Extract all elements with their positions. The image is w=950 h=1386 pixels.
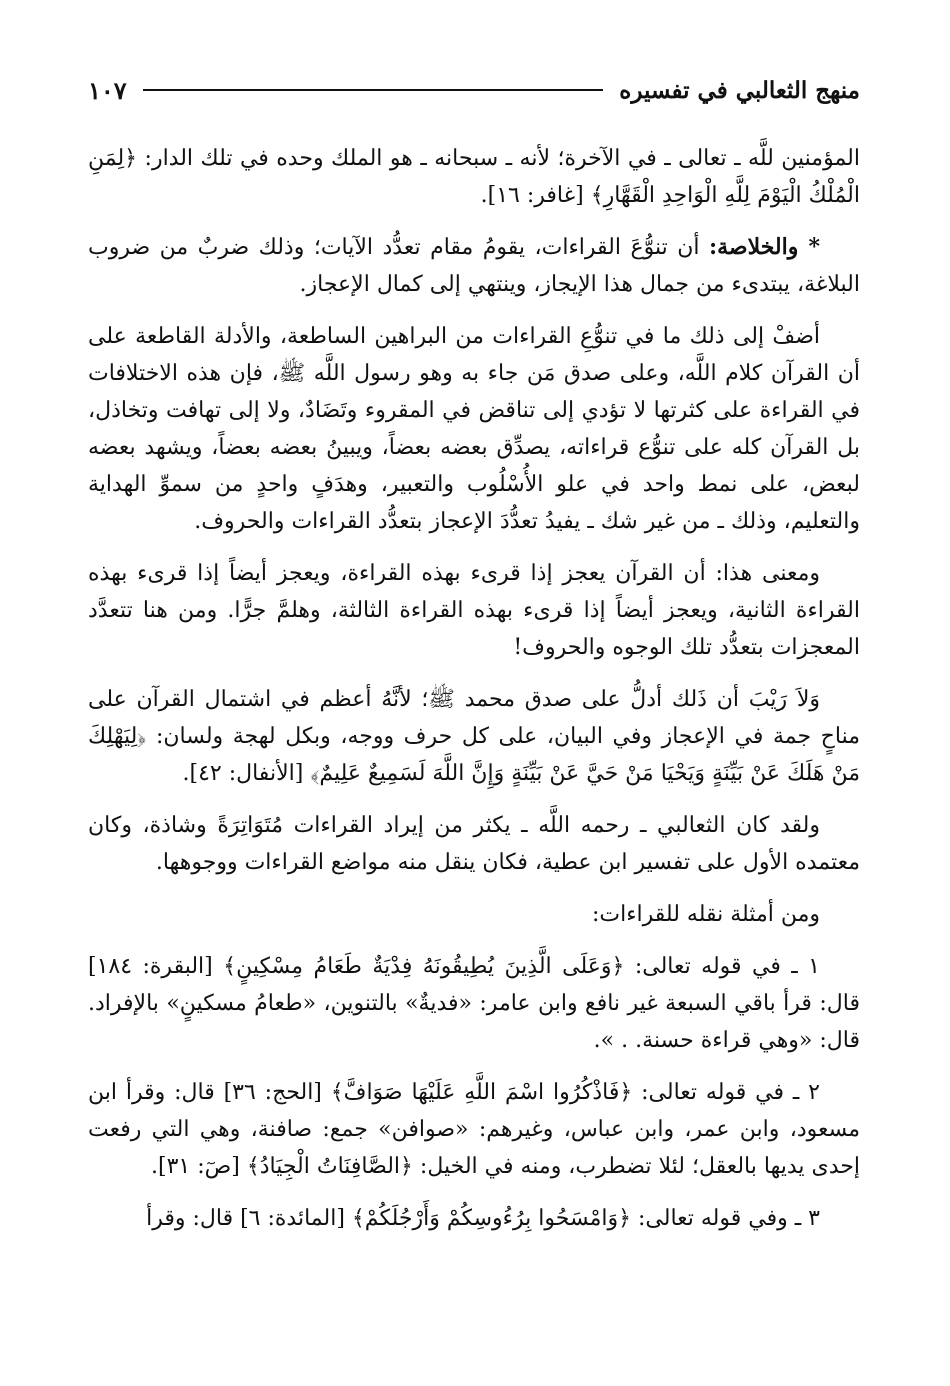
header-rule: [143, 89, 604, 91]
example-item: [88, 1200, 860, 1237]
paragraph-text: وَلاَ رَيْبَ أن ذَلك أدلُّ على صدق محمد ﷺ؛ لأنَّهُ أعظم في اشتمال القرآن على مناحٍ جمة في الإعجاز وفي البيان، على كل حرف ووجه، وبكل لهجة ولسان: ﴿لِيَهْلِكَ مَنْ هَلَكَ عَنْ بَيِّنَةٍ وَيَحْيَا مَنْ حَيَّ عَنْ بَيِّنَةٍ وَإِنَّ اللَّهَ لَسَمِيعٌ عَلِيمٌ﴾ [الأنفال: ٤٢].: [88, 687, 860, 786]
paragraph-continuation: [88, 140, 860, 214]
running-header: [88, 72, 860, 108]
paragraph: [88, 807, 860, 881]
paragraph-text: ٣ ـ وفي قوله تعالى: ﴿وَامْسَحُوا بِرُءُوسِكُمْ وَأَرْجُلَكُمْ﴾ [المائدة: ٦] قال: وقرأ: [146, 1206, 820, 1231]
paragraph-text: ٢ ـ في قوله تعالى: ﴿فَاذْكُرُوا اسْمَ اللَّهِ عَلَيْهَا صَوَافَّ﴾ [الحج: ٣٦] قال: وقرأ ابن مسعود، وابن عمر، وابن عباس، وغيرهم: «صوافن» جمع: صافنة، وهي التي رفعت إحدى يديها بالعقل؛ لئلا تضطرب، ومنه في الخيل: ﴿الصَّافِنَاتُ الْجِيَادُ﴾ [صٓ: ٣١].: [88, 1080, 860, 1179]
header-title: منهج الثعالبي في تفسيره: [619, 76, 860, 104]
summary-lead: * والخلاصة:: [708, 234, 821, 260]
paragraph: [88, 681, 860, 792]
paragraph-summary: [88, 229, 860, 303]
paragraph: [88, 555, 860, 666]
paragraph-text: ١ ـ في قوله تعالى: ﴿وَعَلَى الَّذِينَ يُطِيقُونَهُ فِدْيَةٌ طَعَامُ مِسْكِينٍ﴾ [البقرة: ١٨٤] قال: قرأ باقي السبعة غير نافع وابن عامر: «فديةٌ» بالتنوين، «طعامُ مسكينٍ» بالإفراد. قال: «وهي قراءة حسنة. . ».: [88, 954, 860, 1053]
example-item: [88, 1074, 860, 1185]
page-number: ١٠٧: [88, 75, 127, 105]
paragraph-text: ومن أمثلة نقله للقراءات:: [591, 902, 820, 927]
body-text: [88, 140, 860, 1252]
paragraph-text: ومعنى هذا: أن القرآن يعجز إذا قرىء بهذه القراءة، ويعجز أيضاً إذا قرىء بهذه القراءة الثانية، ويعجز أيضاً إذا قرىء بهذه القراءة الثالثة، وهلمَّ جرًّا. ومن هنا تتعدَّد المعجزات بتعدُّد تلك الوجوه والحروف!: [88, 561, 860, 660]
paragraph-text: ولقد كان الثعالبي ـ رحمه اللَّه ـ يكثر من إيراد القراءات مُتَوَاتِرَةً وشاذة، وكان معتمده الأول على تفسير ابن عطية، فكان ينقل منه مواضع القراءات ووجوهها.: [88, 813, 860, 875]
paragraph: [88, 318, 860, 540]
paragraph-text: أضفْ إلى ذلك ما في تنوُّعِ القراءات من البراهين الساطعة، والأدلة القاطعة على أن القرآن كلام اللَّه، وعلى صدق مَن جاء به وهو رسول اللَّه ﷺ، فإن هذه الاختلافات في القراءة على كثرتها لا تؤدي إلى تناقض في المقروء وتَضَادٌ، ولا إلى تهافت وتخاذل، بل القرآن كله على تنوُّع قراءاته، يصدِّق بعضه بعضاً، ويبينُ بعضه بعضاً، ويشهد بعضه لبعض، على نمط واحد في علو الأُسْلُوب والتعبير، وهدَفٍ واحدٍ من سموِّ الهداية والتعليم، وذلك ـ من غير شك ـ يفيدُ تعدُّدَ الإعجاز بتعدُّد القراءات والحروف.: [88, 324, 860, 534]
paragraph-text: أن تنوُّعَ القراءات، يقومُ مقام تعدُّد الآيات؛ وذلك ضربٌ من ضروب البلاغة، يبتدىء من جمال هذا الإيجاز، وينتهي إلى كمال الإعجاز.: [88, 235, 860, 297]
paragraph-examples-intro: [88, 896, 860, 933]
example-item: [88, 948, 860, 1059]
paragraph-text: المؤمنين للَّه ـ تعالى ـ في الآخرة؛ لأنه ـ سبحانه ـ هو الملك وحده في تلك الدار: ﴿لِمَنِ الْمُلْكُ الْيَوْمَ لِلَّهِ الْوَاحِدِ الْقَهَّارِ﴾ [غافر: ١٦].: [88, 146, 860, 208]
